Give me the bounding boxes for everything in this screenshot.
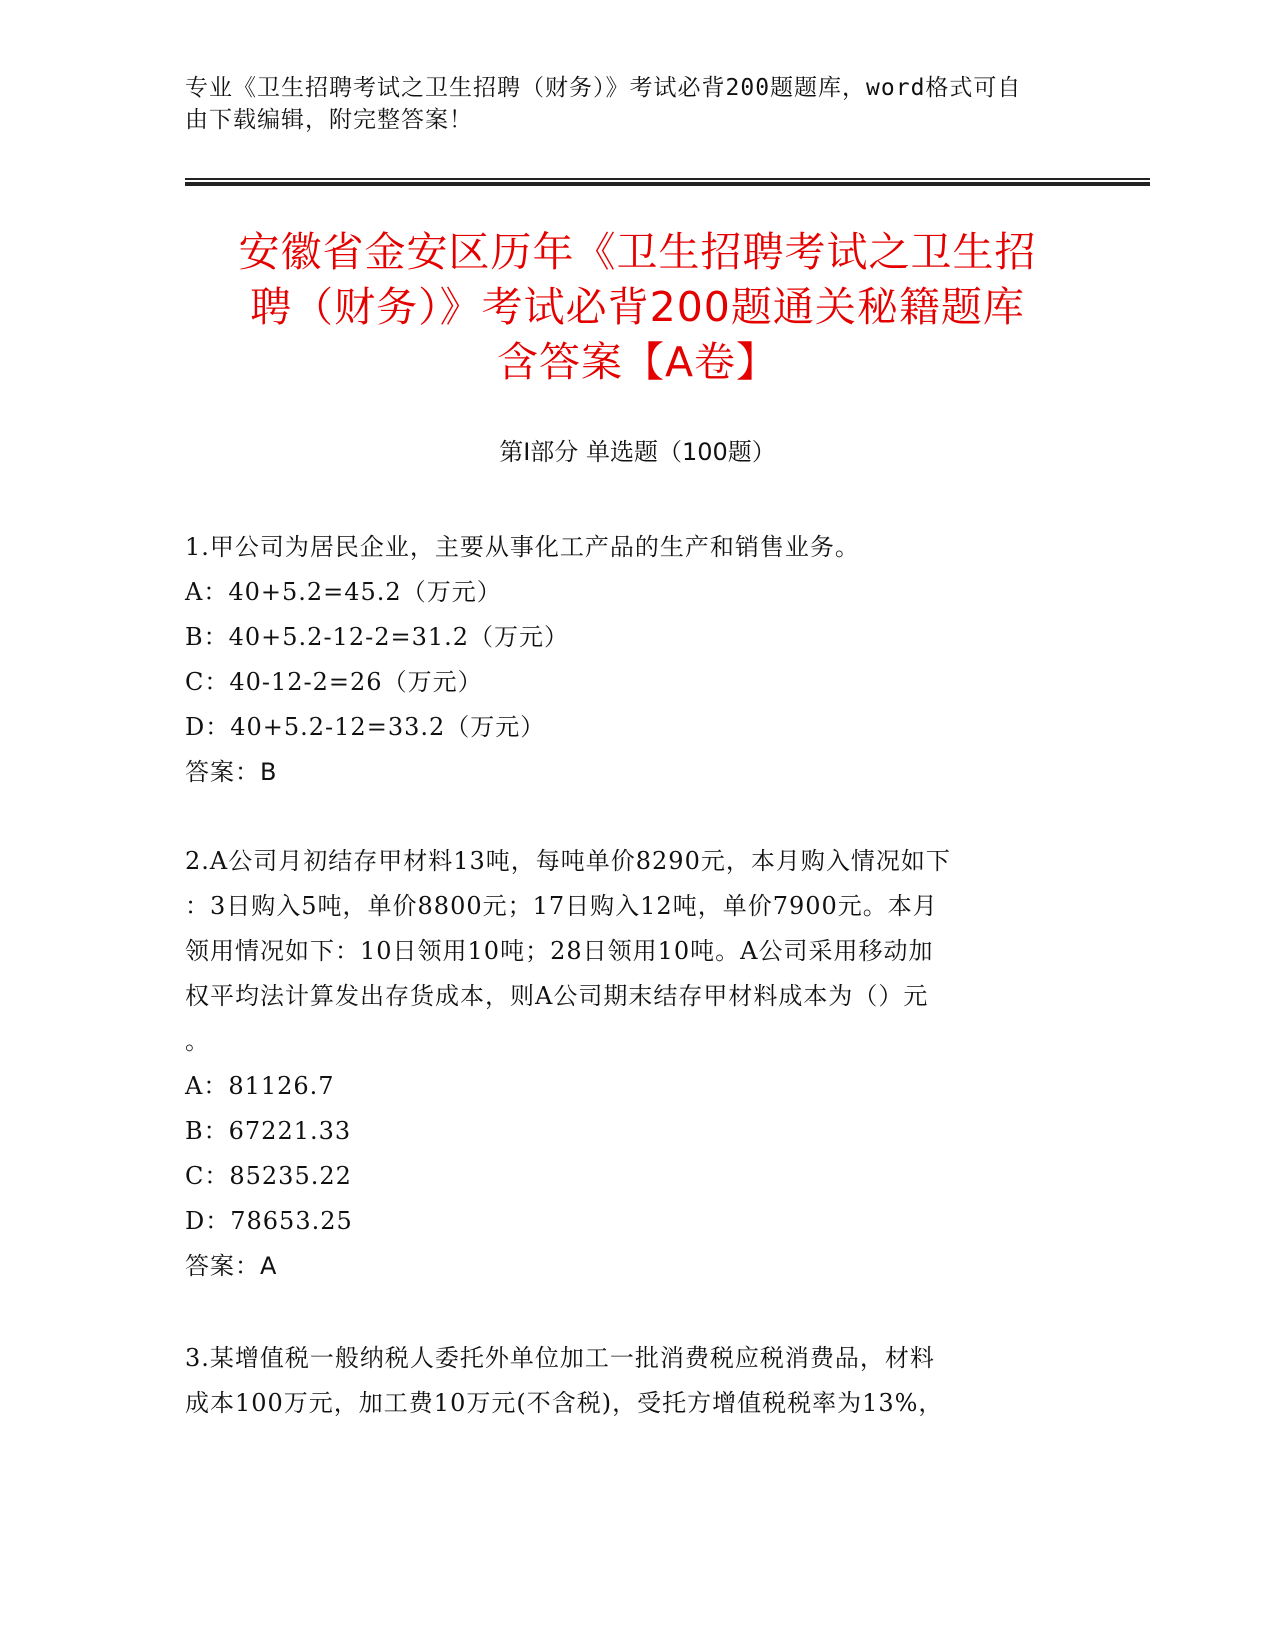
header-divider-thin (185, 178, 1150, 180)
question-2 (185, 839, 1085, 1289)
intro-line: 专业《卫生招聘考试之卫生招聘（财务）》考试必背200题题库，word格式可自 (185, 75, 1022, 101)
question-text: 领用情况如下：10日领用10吨；28日领用10吨。A公司采用移动加 (185, 937, 934, 965)
option-d: D：78653.25 (185, 1207, 353, 1235)
title-line: 聘（财务）》考试必背200题通关秘籍题库 (250, 283, 1025, 331)
option-a: A：81126.7 (185, 1072, 335, 1100)
question-text: 权平均法计算发出存货成本，则A公司期末结存甲材料成本为（）元 (185, 982, 929, 1010)
answer: 答案：B (185, 758, 278, 786)
question-1 (185, 525, 1085, 795)
option-c: C：40-12-2=26（万元） (185, 668, 483, 696)
section-heading: 第I部分 单选题（100题） (499, 438, 776, 466)
question-text: ：3日购入5吨，单价8800元；17日购入12吨，单价7900元。本月 (185, 892, 938, 920)
option-c: C：85235.22 (185, 1162, 352, 1190)
title-line: 含答案【A卷】 (496, 338, 779, 386)
option-a: A：40+5.2=45.2（万元） (185, 578, 502, 606)
question-text: 。 (185, 1027, 210, 1055)
question-text: 2.A公司月初结存甲材料13吨，每吨单价8290元，本月购入情况如下 (185, 847, 951, 875)
question-text: 1.甲公司为居民企业，主要从事化工产品的生产和销售业务。 (185, 533, 860, 561)
option-b: B：40+5.2-12-2=31.2（万元） (185, 623, 570, 651)
question-text: 3.某增值税一般纳税人委托外单位加工一批消费税应税消费品，材料 (185, 1344, 935, 1372)
question-3 (185, 1336, 1085, 1426)
option-b: B：67221.33 (185, 1117, 352, 1145)
answer: 答案：A (185, 1252, 278, 1280)
intro-text (185, 72, 1055, 136)
question-text: 成本100万元，加工费10万元(不含税)，受托方增值税税率为13%， (185, 1389, 944, 1417)
document-title (185, 225, 1090, 390)
title-line: 安徽省金安区历年《卫生招聘考试之卫生招 (238, 228, 1037, 276)
option-d: D：40+5.2-12=33.2（万元） (185, 713, 546, 741)
header-divider-thick (185, 182, 1150, 186)
intro-line: 由下载编辑，附完整答案！ (185, 107, 473, 133)
